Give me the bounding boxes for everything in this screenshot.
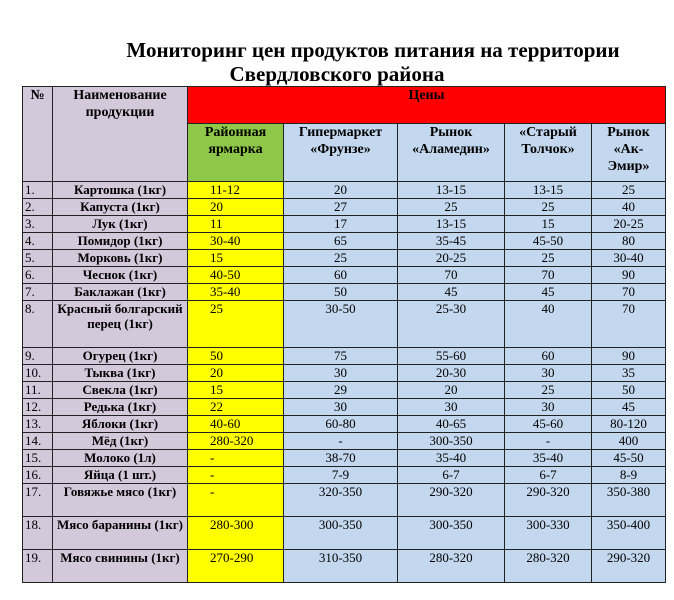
price-market-alamedin: 20 [398, 382, 505, 399]
price-market-alamedin: 25 [398, 199, 505, 216]
price-stary-tolchok: 60 [505, 348, 592, 365]
price-district-fair: 11-12 [188, 182, 284, 199]
price-market-alamedin: 25-30 [398, 301, 505, 348]
price-hypermarket-frunze: 320-350 [284, 484, 398, 517]
price-market-alamedin: 35-40 [398, 450, 505, 467]
row-number: 6. [23, 267, 53, 284]
row-number: 13. [23, 416, 53, 433]
price-market-alamedin: 70 [398, 267, 505, 284]
price-market-ak-emir: 30-40 [592, 250, 666, 267]
product-name: Морковь (1кг) [53, 250, 188, 267]
price-market-alamedin: 35-45 [398, 233, 505, 250]
table-row [23, 365, 666, 382]
price-hypermarket-frunze: 20 [284, 182, 398, 199]
price-hypermarket-frunze: 38-70 [284, 450, 398, 467]
product-name: Яблоки (1кг) [53, 416, 188, 433]
row-number: 16. [23, 467, 53, 484]
price-district-fair: 15 [188, 250, 284, 267]
row-number: 8. [23, 301, 53, 348]
price-hypermarket-frunze: 29 [284, 382, 398, 399]
row-number: 11. [23, 382, 53, 399]
price-district-fair: - [188, 484, 284, 517]
price-district-fair: - [188, 467, 284, 484]
price-hypermarket-frunze: 50 [284, 284, 398, 301]
table-row [23, 348, 666, 365]
price-market-alamedin: 55-60 [398, 348, 505, 365]
table-row [23, 284, 666, 301]
table-row [23, 199, 666, 216]
table-row [23, 267, 666, 284]
price-market-ak-emir: 400 [592, 433, 666, 450]
price-stary-tolchok: 35-40 [505, 450, 592, 467]
product-name: Помидор (1кг) [53, 233, 188, 250]
price-hypermarket-frunze: 75 [284, 348, 398, 365]
product-name: Капуста (1кг) [53, 199, 188, 216]
row-number: 3. [23, 216, 53, 233]
price-market-alamedin: 13-15 [398, 182, 505, 199]
price-hypermarket-frunze: 60-80 [284, 416, 398, 433]
price-district-fair: 20 [188, 199, 284, 216]
price-market-ak-emir: 70 [592, 301, 666, 348]
price-market-alamedin: 300-350 [398, 433, 505, 450]
row-number: 12. [23, 399, 53, 416]
price-district-fair: 50 [188, 348, 284, 365]
table-row [23, 484, 666, 517]
row-number: 5. [23, 250, 53, 267]
price-stary-tolchok: 25 [505, 382, 592, 399]
price-stary-tolchok: - [505, 433, 592, 450]
price-market-alamedin: 300-350 [398, 517, 505, 550]
price-district-fair: 20 [188, 365, 284, 382]
price-district-fair: 30-40 [188, 233, 284, 250]
price-hypermarket-frunze: 65 [284, 233, 398, 250]
product-name: Огурец (1кг) [53, 348, 188, 365]
price-market-alamedin: 20-25 [398, 250, 505, 267]
price-hypermarket-frunze: 300-350 [284, 517, 398, 550]
price-hypermarket-frunze: 30 [284, 399, 398, 416]
header-prices: Цены [188, 87, 666, 124]
table-row [23, 233, 666, 250]
price-stary-tolchok: 280-320 [505, 550, 592, 583]
price-hypermarket-frunze: 310-350 [284, 550, 398, 583]
table-row [23, 433, 666, 450]
product-name: Говяжье мясо (1кг) [53, 484, 188, 517]
price-market-ak-emir: 290-320 [592, 550, 666, 583]
table-row [23, 416, 666, 433]
header-product-name: Наименование продукции [53, 87, 188, 182]
table-row [23, 216, 666, 233]
price-district-fair: 40-50 [188, 267, 284, 284]
price-market-alamedin: 13-15 [398, 216, 505, 233]
row-number: 2. [23, 199, 53, 216]
row-number: 4. [23, 233, 53, 250]
product-name: Мясо свинины (1кг) [53, 550, 188, 583]
price-stary-tolchok: 45 [505, 284, 592, 301]
table-row [23, 250, 666, 267]
price-stary-tolchok: 30 [505, 365, 592, 382]
header-hypermarket-frunze: Гипермаркет «Фрунзе» [284, 124, 398, 182]
price-market-ak-emir: 50 [592, 382, 666, 399]
price-market-ak-emir: 70 [592, 284, 666, 301]
page-title [0, 38, 674, 86]
header-number: № [23, 87, 53, 182]
row-number: 10. [23, 365, 53, 382]
price-district-fair: 22 [188, 399, 284, 416]
price-hypermarket-frunze: 27 [284, 199, 398, 216]
price-hypermarket-frunze: 30-50 [284, 301, 398, 348]
price-hypermarket-frunze: 7-9 [284, 467, 398, 484]
title-line-2: Свердловского района [229, 62, 445, 86]
price-hypermarket-frunze: 30 [284, 365, 398, 382]
row-number: 14. [23, 433, 53, 450]
price-market-ak-emir: 45-50 [592, 450, 666, 467]
price-stary-tolchok: 45-50 [505, 233, 592, 250]
price-market-ak-emir: 90 [592, 348, 666, 365]
title-line-1: Мониторинг цен продуктов питания на территории [126, 38, 620, 62]
price-market-ak-emir: 80-120 [592, 416, 666, 433]
price-market-ak-emir: 80 [592, 233, 666, 250]
row-number: 15. [23, 450, 53, 467]
product-name: Редька (1кг) [53, 399, 188, 416]
header-market-alamedin: Рынок «Аламедин» [398, 124, 505, 182]
product-name: Свекла (1кг) [53, 382, 188, 399]
price-stary-tolchok: 290-320 [505, 484, 592, 517]
price-stary-tolchok: 70 [505, 267, 592, 284]
price-market-ak-emir: 8-9 [592, 467, 666, 484]
header-market-ak-emir: Рынок «Ак-Эмир» [592, 124, 666, 182]
product-name: Мёд (1кг) [53, 433, 188, 450]
price-market-alamedin: 290-320 [398, 484, 505, 517]
row-number: 1. [23, 182, 53, 199]
table-row [23, 550, 666, 583]
product-name: Красный болгарский перец (1кг) [53, 301, 188, 348]
product-name: Картошка (1кг) [53, 182, 188, 199]
product-name: Молоко (1л) [53, 450, 188, 467]
header-stary-tolchok: «Старый Толчок» [505, 124, 592, 182]
price-hypermarket-frunze: - [284, 433, 398, 450]
price-market-ak-emir: 350-380 [592, 484, 666, 517]
price-district-fair: 280-320 [188, 433, 284, 450]
price-stary-tolchok: 300-330 [505, 517, 592, 550]
price-district-fair: 270-290 [188, 550, 284, 583]
price-stary-tolchok: 40 [505, 301, 592, 348]
price-table [22, 86, 666, 583]
price-district-fair: 25 [188, 301, 284, 348]
price-market-ak-emir: 350-400 [592, 517, 666, 550]
product-name: Лук (1кг) [53, 216, 188, 233]
table-row [23, 517, 666, 550]
price-market-ak-emir: 45 [592, 399, 666, 416]
price-market-ak-emir: 20-25 [592, 216, 666, 233]
price-stary-tolchok: 45-60 [505, 416, 592, 433]
price-district-fair: 15 [188, 382, 284, 399]
price-district-fair: 280-300 [188, 517, 284, 550]
price-market-ak-emir: 40 [592, 199, 666, 216]
price-district-fair: 11 [188, 216, 284, 233]
header-district-fair: Районная ярмарка [188, 124, 284, 182]
price-market-alamedin: 6-7 [398, 467, 505, 484]
price-stary-tolchok: 15 [505, 216, 592, 233]
price-market-alamedin: 30 [398, 399, 505, 416]
price-market-alamedin: 40-65 [398, 416, 505, 433]
price-market-alamedin: 45 [398, 284, 505, 301]
price-stary-tolchok: 6-7 [505, 467, 592, 484]
table-row [23, 301, 666, 348]
price-stary-tolchok: 13-15 [505, 182, 592, 199]
price-market-alamedin: 280-320 [398, 550, 505, 583]
row-number: 19. [23, 550, 53, 583]
price-stary-tolchok: 30 [505, 399, 592, 416]
price-market-ak-emir: 90 [592, 267, 666, 284]
product-name: Мясо баранины (1кг) [53, 517, 188, 550]
price-district-fair: 40-60 [188, 416, 284, 433]
product-name: Яйца (1 шт.) [53, 467, 188, 484]
table-row [23, 467, 666, 484]
row-number: 9. [23, 348, 53, 365]
table-row [23, 382, 666, 399]
price-market-alamedin: 20-30 [398, 365, 505, 382]
price-stary-tolchok: 25 [505, 199, 592, 216]
product-name: Чеснок (1кг) [53, 267, 188, 284]
price-stary-tolchok: 25 [505, 250, 592, 267]
price-market-ak-emir: 25 [592, 182, 666, 199]
product-name: Тыква (1кг) [53, 365, 188, 382]
table-row [23, 450, 666, 467]
price-hypermarket-frunze: 25 [284, 250, 398, 267]
table-row [23, 182, 666, 199]
row-number: 18. [23, 517, 53, 550]
row-number: 7. [23, 284, 53, 301]
table-row [23, 399, 666, 416]
product-name: Баклажан (1кг) [53, 284, 188, 301]
price-market-ak-emir: 35 [592, 365, 666, 382]
row-number: 17. [23, 484, 53, 517]
price-hypermarket-frunze: 17 [284, 216, 398, 233]
price-district-fair: 35-40 [188, 284, 284, 301]
price-district-fair: - [188, 450, 284, 467]
price-hypermarket-frunze: 60 [284, 267, 398, 284]
